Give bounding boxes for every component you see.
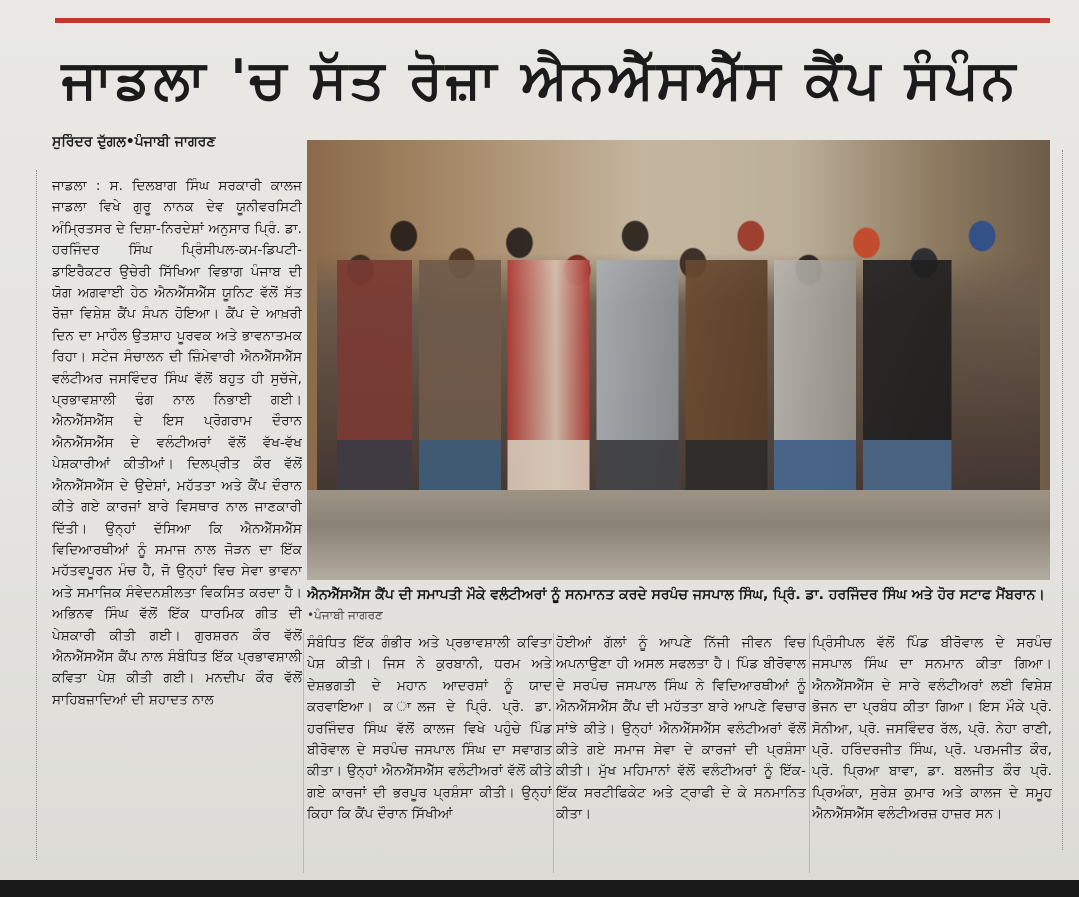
group-photo [307, 140, 1050, 580]
photo-steps [307, 490, 1050, 580]
column-divider [809, 633, 810, 873]
right-gutter-marks [1062, 150, 1069, 850]
article-column-1 [52, 176, 302, 876]
column-divider [553, 633, 554, 873]
column-3-text: ਹੋਈਆਂ ਗੱਲਾਂ ਨੂੰ ਆਪਣੇ ਨਿੱਜੀ ਜੀਵਨ ਵਿਚ ਅਪਨਾਉਣਾ ਹੀ ਅਸਲ ਸਫਲਤਾ ਹੈ। ਪਿੰਡ ਬੀਰੋਵਾਲ ਦੇ ਸਰਪੰਚ ਜਸਪਾਲ ਸਿੰਘ ਨੇ ਵਿਦਿਆਰਥੀਆਂ ਨੂੰ ਐਨਐੱਸਐੱਸ ਕੈਂਪ ਦੀ ਮਹੱਤਤਾ ਬਾਰੇ ਆਪਣੇ ਵਿਚਾਰ ਸਾਂਝੇ ਕੀਤੇ। ਉਨ੍ਹਾਂ ਐਨਐੱਸਐੱਸ ਵਲੰਟੀਅਰਾਂ ਵੱਲੋਂ ਕੀਤੇ ਗਏ ਸਮਾਜ ਸੇਵਾ ਦੇ ਕਾਰਜਾਂ ਦੀ ਪ੍ਰਸ਼ੰਸਾ ਕੀਤੀ। ਮੁੱਖ ਮਹਿਮਾਨਾਂ ਵੱਲੋਂ ਵਲੰਟੀਅਰਾਂ ਨੂੰ ਇੱਕ-ਇੱਕ ਸਰਟੀਫਿਕੇਟ ਅਤੇ ਟ੍ਰਾਫੀ ਦੇ ਕੇ ਸਨਮਾਨਿਤ ਕੀਤਾ। [556, 635, 806, 823]
caption-text: ਐਨਐੱਸਐੱਸ ਕੈਂਪ ਦੀ ਸਮਾਪਤੀ ਮੌਕੇ ਵਲੰਟੀਅਰਾਂ ਨੂੰ ਸਨਮਾਨਤ ਕਰਦੇ ਸਰਪੰਚ ਜਸਪਾਲ ਸਿੰਘ, ਪ੍ਰਿੰ. ਡਾ. ਹਰਜਿੰਦਰ ਸਿੰਘ ਅਤੇ ਹੋਰ ਸਟਾਫ ਮੈਂਬਰਾਨ। [307, 587, 1045, 603]
column-4-text: ਪ੍ਰਿੰਸੀਪਲ ਵੱਲੋਂ ਪਿੰਡ ਬੀਰੋਵਾਲ ਦੇ ਸਰਪੰਚ ਜਸਪਾਲ ਸਿੰਘ ਦਾ ਸਨਮਾਨ ਕੀਤਾ ਗਿਆ। ਐਨਐੱਸਐੱਸ ਦੇ ਸਾਰੇ ਵਲੰਟੀਅਰਾਂ ਲਈ ਵਿਸ਼ੇਸ਼ ਭੋਜਨ ਦਾ ਪ੍ਰਬੰਧ ਕੀਤਾ ਗਿਆ। ਇਸ ਮੌਕੇ ਪ੍ਰੋ. ਸੋਨੀਆ, ਪ੍ਰੋ. ਜਸਵਿੰਦਰ ਰੱਲ, ਪ੍ਰੋ. ਨੇਹਾ ਰਾਣੀ, ਪ੍ਰੋ. ਹਰਿੰਦਰਜੀਤ ਸਿੰਘ, ਪ੍ਰੋ. ਪਰਮਜੀਤ ਕੌਰ, ਪ੍ਰੋ. ਪ੍ਰਿਆ ਬਾਵਾ, ਡਾ. ਬਲਜੀਤ ਕੌਰ ਪ੍ਰੋ. ਪ੍ਰਿਅੰਕਾ, ਸੁਰੇਸ਼ ਕੁਮਾਰ ਅਤੇ ਕਾਲਜ ਦੇ ਸਮੂਹ ਐਨਐੱਸਐੱਸ ਵਲੰਟੀਅਰਜ਼ ਹਾਜ਼ਰ ਸਨ। [812, 635, 1052, 823]
column-2-text: ਸੰਬੰਧਿਤ ਇੱਕ ਗੰਭੀਰ ਅਤੇ ਪ੍ਰਭਾਵਸ਼ਾਲੀ ਕਵਿਤਾ ਪੇਸ਼ ਕੀਤੀ। ਜਿਸ ਨੇ ਕੁਰਬਾਨੀ, ਧਰਮ ਅਤੇ ਦੇਸ਼ਭਗਤੀ ਦੇ ਮਹਾਨ ਆਦਰਸ਼ਾਂ ਨੂੰ ਯਾਦ ਕਰਵਾਇਆ। ਕ ਾਲਜ ਦੇ ਪ੍ਰਿੰ. ਪ੍ਰੋ. ਡਾ. ਹਰਜਿੰਦਰ ਸਿੰਘ ਵੱਲੋਂ ਕਾਲਜ ਵਿਖੇ ਪਹੁੰਚੇ ਪਿੰਡ ਬੀਰੋਵਾਲ ਦੇ ਸਰਪੰਚ ਜਸਪਾਲ ਸਿੰਘ ਦਾ ਸਵਾਗਤ ਕੀਤਾ। ਉਨ੍ਹਾਂ ਐਨਐੱਸਐੱਸ ਵਲੰਟੀਅਰਾਂ ਵੱਲੋਂ ਕੀਤੇ ਗਏ ਕਾਰਜਾਂ ਦੀ ਭਰਪੂਰ ਪ੍ਰਸ਼ੰਸਾ ਕੀਤੀ। ਉਨ੍ਹਾਂ ਕਿਹਾ ਕਿ ਕੈਂਪ ਦੌਰਾਨ ਸਿੱਖੀਆਂ [307, 635, 552, 823]
headline: ਜਾਡਲਾ 'ਚ ਸੱਤ ਰੋਜ਼ਾ ਐਨਐੱਸਐੱਸ ਕੈਂਪ ਸੰਪੰਨ [61, 48, 1019, 111]
column-divider [303, 633, 304, 873]
article-column-4 [812, 633, 1052, 878]
photo-caption [307, 585, 1050, 629]
top-red-rule [55, 18, 1050, 23]
article-column-2 [307, 633, 552, 878]
byline: ਸੁਰਿੰਦਰ ਦੁੱਗਲ•ਪੰਜਾਬੀ ਜਾਗਰਣ [52, 134, 216, 150]
caption-credit: •ਪੰਜਾਬੀ ਜਾਗਰਣ [307, 608, 383, 622]
article-column-3 [556, 633, 806, 878]
column-1-text: ਜਾਡਲਾ : ਸ. ਦਿਲਬਾਗ ਸਿੰਘ ਸਰਕਾਰੀ ਕਾਲਜ ਜਾਡਲਾ ਵਿਖੇ ਗੁਰੂ ਨਾਨਕ ਦੇਵ ਯੂਨੀਵਰਸਿਟੀ ਅੰਮ੍ਰਿਤਸਰ ਦੇ ਦਿਸ਼ਾ-ਨਿਰਦੇਸ਼ਾਂ ਅਨੁਸਾਰ ਪ੍ਰਿੰ. ਡਾ. ਹਰਜਿੰਦਰ ਸਿੰਘ ਪ੍ਰਿੰਸੀਪਲ-ਕਮ-ਡਿਪਟੀ-ਡਾਇਰੈਕਟਰ ਉਚੇਰੀ ਸਿੱਖਿਆ ਵਿਭਾਗ ਪੰਜਾਬ ਦੀ ਯੋਗ ਅਗਵਾਈ ਹੇਠ ਐਨਐੱਸਐੱਸ ਯੂਨਿਟ ਵੱਲੋਂ ਸੱਤ ਰੋਜ਼ਾ ਵਿਸ਼ੇਸ਼ ਕੈਂਪ ਸੰਪਨ ਹੋਇਆ। ਕੈਂਪ ਦੇ ਆਖ਼ਰੀ ਦਿਨ ਦਾ ਮਾਹੌਲ ਉਤਸ਼ਾਹ ਪੂਰਵਕ ਅਤੇ ਭਾਵਨਾਤਮਕ ਰਿਹਾ। ਸਟੇਜ ਸੰਚਾਲਨ ਦੀ ਜ਼ਿੰਮੇਵਾਰੀ ਐਨਐੱਸਐੱਸ ਵਲੰਟੀਅਰ ਜਸਵਿੰਦਰ ਸਿੰਘ ਵੱਲੋਂ ਬਹੁਤ ਹੀ ਸੁਚੱਜੇ, ਪ੍ਰਭਾਵਸ਼ਾਲੀ ਢੰਗ ਨਾਲ ਨਿਭਾਈ ਗਈ। ਐਨਐੱਸਐੱਸ ਦੇ ਇਸ ਪ੍ਰੋਗਰਾਮ ਦੌਰਾਨ ਐਨਐੱਸਐੱਸ ਦੇ ਵਲੰਟੀਅਰਾਂ ਵੱਲੋਂ ਵੱਖ-ਵੱਖ ਪੇਸ਼ਕਾਰੀਆਂ ਕੀਤੀਆਂ। ਦਿਲਪ੍ਰੀਤ ਕੌਰ ਵੱਲੋਂ ਐਨਐੱਸਐੱਸ ਦੇ ਉਦੇਸ਼ਾਂ, ਮਹੱਤਤਾ ਅਤੇ ਕੈਂਪ ਦੌਰਾਨ ਕੀਤੇ ਗਏ ਕਾਰਜਾਂ ਬਾਰੇ ਵਿਸਥਾਰ ਨਾਲ ਜਾਣਕਾਰੀ ਦਿੱਤੀ। ਉਨ੍ਹਾਂ ਦੱਸਿਆ ਕਿ ਐਨਐੱਸਐੱਸ ਵਿਦਿਆਰਥੀਆਂ ਨੂੰ ਸਮਾਜ ਨਾਲ ਜੋੜਨ ਦਾ ਇੱਕ ਮਹੱਤਵਪੂਰਨ ਮੰਚ ਹੈ, ਜੋ ਉਨ੍ਹਾਂ ਵਿਚ ਸੇਵਾ ਭਾਵਨਾ ਅਤੇ ਸਮਾਜਿਕ ਸੰਵੇਦਨਸ਼ੀਲਤਾ ਵਿਕਸਿਤ ਕਰਦਾ ਹੈ। ਅਭਿਨਵ ਸਿੰਘ ਵੱਲੋਂ ਇੱਕ ਧਾਰਮਿਕ ਗੀਤ ਦੀ ਪੇਸ਼ਕਾਰੀ ਕੀਤੀ ਗਈ। ਗੁਰਸ਼ਰਨ ਕੌਰ ਵੱਲੋਂ ਐਨਐੱਸਐੱਸ ਕੈਂਪ ਨਾਲ ਸੰਬੰਧਿਤ ਇੱਕ ਪ੍ਰਭਾਵਸ਼ਾਲੀ ਕਵਿਤਾ ਪੇਸ਼ ਕੀਤੀ ਗਈ। ਮਨਦੀਪ ਕੌਰ ਵੱਲੋਂ ਸਾਹਿਬਜ਼ਾਦਿਆਂ ਦੀ ਸ਼ਹਾਦਤ ਨਾਲ [52, 178, 302, 708]
left-gutter-marks [36, 170, 45, 860]
